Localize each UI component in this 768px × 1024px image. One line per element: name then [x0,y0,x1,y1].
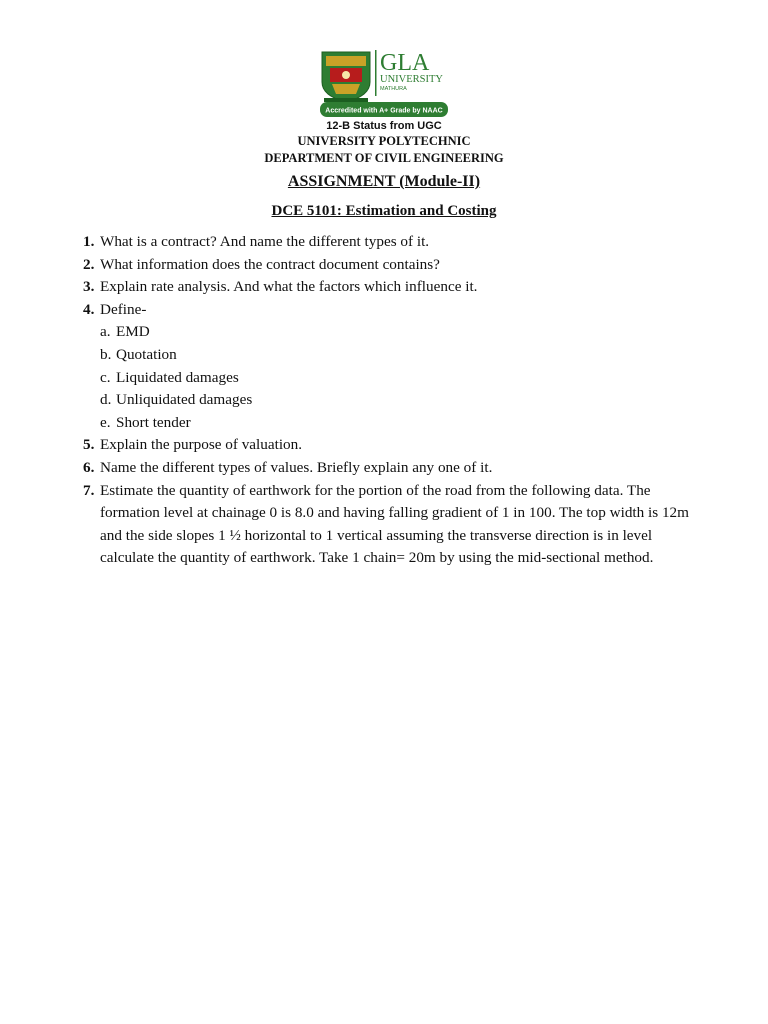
department-name: DEPARTMENT OF CIVIL ENGINEERING [264,151,504,165]
question-number: 5. [83,436,95,454]
subitem-text: Unliquidated damages [116,391,253,409]
subitem-letter: e. [100,413,111,431]
question-item [83,231,693,254]
define-subitem [83,389,693,412]
logo-wordmark: GLA [380,50,430,76]
question-list [83,231,693,570]
question-number: 7. [83,481,95,499]
question-text: Explain rate analysis. And what the factors which influence it. [100,278,478,296]
subitem-text: Short tender [116,413,191,431]
crest-icon [322,52,370,102]
logo-city: MATHURA [380,86,407,92]
question-text: Define- [100,300,147,318]
question-item [83,480,693,570]
naac-accreditation-badge [320,102,448,117]
define-subitem [83,321,693,344]
question-item [83,457,693,480]
define-subitem [83,344,693,367]
svg-text:Accredited with A+ Grade by NA: Accredited with A+ Grade by NAAC [325,107,443,115]
assignment-title: ASSIGNMENT (Module-II) [287,173,481,190]
define-subitem [83,412,693,435]
question-item [83,299,693,322]
subitem-text: EMD [116,323,150,341]
course-title: DCE 5101: Estimation and Costing [271,203,497,219]
subitem-text: Quotation [116,345,177,363]
logo-university: UNIVERSITY [380,74,443,85]
question-item [83,276,693,299]
define-subitem [83,367,693,390]
question-number: 4. [83,300,95,318]
question-number: 1. [83,233,95,250]
question-text: What is a contract? And name the different types of it. [100,233,430,250]
subitem-letter: a. [100,323,111,341]
question-text: Estimate the quantity of earthwork for the portion of the road from the following data. The formation level at chainage 0 is 8.0 and having falling gradient of 1 in 100. The top width is 12m and the side slopes 1 ½ horizontal to 1 vertical assuming the transverse direction is in level calculate the quantity of earthwork. Take 1 chain= 20m by using the mid-sectional method. [100,481,689,567]
subitem-letter: c. [100,368,111,386]
institute-name: UNIVERSITY POLYTECHNIC [297,134,471,148]
question-number: 3. [83,278,95,296]
question-text: Explain the purpose of valuation. [100,436,303,454]
question-number: 6. [83,458,95,476]
gla-university-logo [316,44,452,132]
question-item [83,254,693,277]
subitem-letter: d. [100,391,112,409]
question-text: What information does the contract document contains? [100,255,440,273]
question-text: Name the different types of values. Briefly explain any one of it. [100,458,493,476]
subitem-letter: b. [100,345,112,363]
question-item [83,434,693,457]
ugc-status: 12-B Status from UGC [326,120,442,132]
subitem-text: Liquidated damages [116,368,239,386]
question-number: 2. [83,255,95,273]
